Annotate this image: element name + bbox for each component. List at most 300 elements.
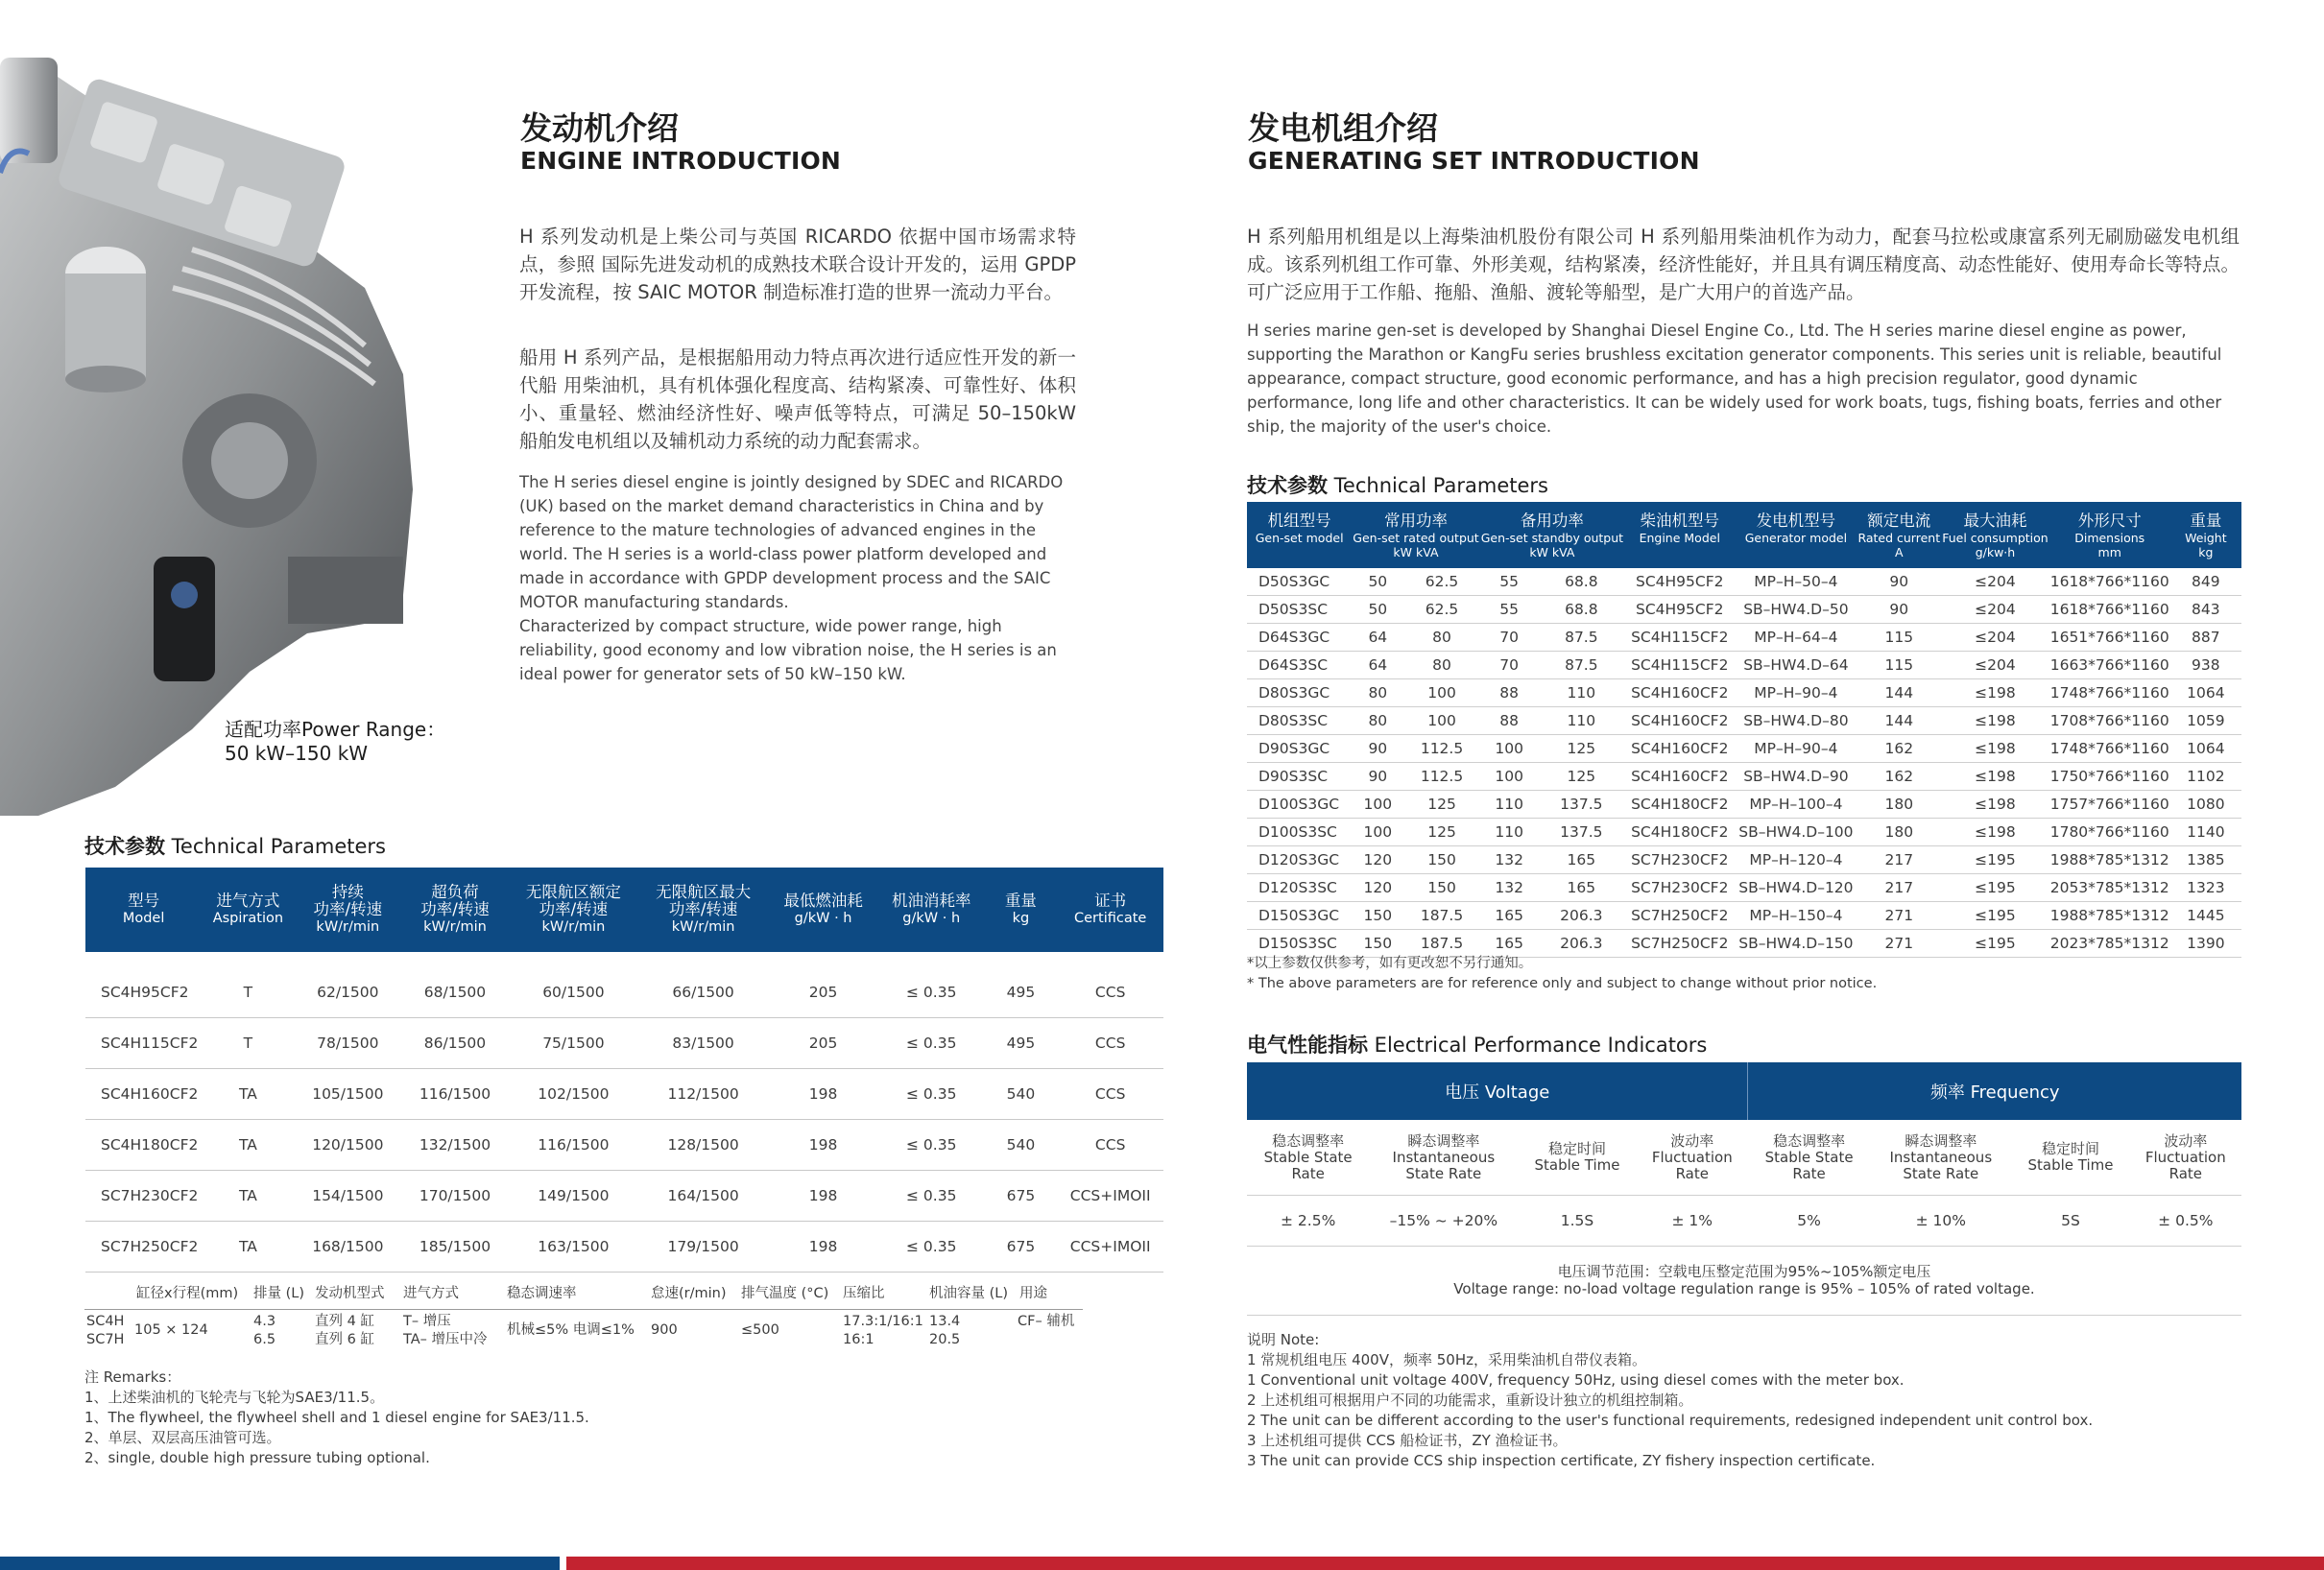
table-cell: 163/1500 bbox=[509, 1222, 638, 1273]
table-cell: SC4H160CF2 bbox=[1624, 679, 1735, 707]
table-cell: 162 bbox=[1857, 763, 1941, 791]
table-cell: 100 bbox=[1352, 791, 1403, 819]
table-cell: 90 bbox=[1857, 568, 1941, 596]
table-cell: 78/1500 bbox=[295, 1018, 402, 1069]
remarks bbox=[84, 1368, 680, 1468]
table-cell: 217 bbox=[1857, 846, 1941, 874]
table-cell: ≤ 0.35 bbox=[878, 1069, 985, 1120]
table-cell: 1059 bbox=[2170, 707, 2241, 735]
table-cell: 1618*766*1160 bbox=[2049, 596, 2170, 624]
table-cell: 1708*766*1160 bbox=[2049, 707, 2170, 735]
table-cell: TA bbox=[202, 1222, 294, 1273]
table-cell: T bbox=[202, 1018, 294, 1069]
spec-usage: CF– 辅机 bbox=[1018, 1314, 1075, 1329]
table-cell: 105/1500 bbox=[295, 1069, 402, 1120]
table-cell: 165 bbox=[1539, 846, 1624, 874]
table-cell: 180 bbox=[1857, 791, 1941, 819]
table-cell: CCS bbox=[1057, 1120, 1163, 1171]
note-line: 3 上述机组可提供 CCS 船检证书，ZY 渔检证书。 bbox=[1247, 1432, 1568, 1449]
table-cell: 80 bbox=[1352, 679, 1403, 707]
table-cell: 68/1500 bbox=[401, 967, 509, 1018]
table-cell: D80S3GC bbox=[1247, 679, 1352, 707]
table-cell: SC4H115CF2 bbox=[1624, 624, 1735, 652]
table-cell: SC4H160CF2 bbox=[85, 1069, 202, 1120]
table-cell: SC4H180CF2 bbox=[85, 1120, 202, 1171]
table-cell: 164/1500 bbox=[638, 1171, 768, 1222]
table-cell: SC4H180CF2 bbox=[1624, 791, 1735, 819]
table-cell: 179/1500 bbox=[638, 1222, 768, 1273]
electrical-column-header-line: Rate bbox=[2168, 1164, 2203, 1182]
table-cell: 55 bbox=[1480, 596, 1539, 624]
table-cell: 1750*766*1160 bbox=[2049, 763, 2170, 791]
table-cell: 206.3 bbox=[1539, 902, 1624, 930]
table-cell: D50S3SC bbox=[1247, 596, 1352, 624]
table-cell: 217 bbox=[1857, 874, 1941, 902]
table-cell: 1988*785*1312 bbox=[2049, 846, 2170, 874]
table-cell: 64 bbox=[1352, 652, 1403, 679]
table-cell: 125 bbox=[1403, 791, 1479, 819]
table-cell: 165 bbox=[1539, 874, 1624, 902]
electrical-column-header-line: Instantaneous bbox=[1889, 1148, 1993, 1166]
table-cell: MP–H–50–4 bbox=[1735, 568, 1857, 596]
table-row bbox=[1247, 652, 2241, 679]
table-cell: SB–HW4.D–64 bbox=[1735, 652, 1857, 679]
table-cell: 115 bbox=[1857, 652, 1941, 679]
table-cell: 80 bbox=[1403, 624, 1479, 652]
table-cell: D90S3SC bbox=[1247, 763, 1352, 791]
genset-note-en: * The above parameters are for reference only and subject to change without prior notice. bbox=[1247, 976, 1878, 991]
table-cell: 198 bbox=[768, 1171, 878, 1222]
engine-table-spacer bbox=[85, 952, 1163, 967]
table-cell: 100 bbox=[1480, 763, 1539, 791]
table-cell: 675 bbox=[985, 1222, 1058, 1273]
electrical-column-header bbox=[1369, 1120, 1518, 1196]
table-row bbox=[1247, 819, 2241, 846]
engine-params-title-cn: 技术参数 bbox=[84, 835, 165, 858]
table-cell: SB–HW4.D–90 bbox=[1735, 763, 1857, 791]
table-cell: 50 bbox=[1352, 568, 1403, 596]
table-cell: 1102 bbox=[2170, 763, 2241, 791]
engine-th-oil: 机油消耗率 g/kW · h bbox=[878, 868, 985, 952]
table-cell: 843 bbox=[2170, 596, 2241, 624]
table-cell: SC7H230CF2 bbox=[1624, 846, 1735, 874]
table-cell: 1080 bbox=[2170, 791, 2241, 819]
table-cell: 132 bbox=[1480, 846, 1539, 874]
electrical-title bbox=[1247, 1030, 1707, 1059]
table-row bbox=[1247, 707, 2241, 735]
electrical-column-header bbox=[1748, 1120, 1870, 1196]
electrical-value: 5% bbox=[1748, 1196, 1870, 1247]
table-cell: 1663*766*1160 bbox=[2049, 652, 2170, 679]
electrical-column-header-line: Rate bbox=[1675, 1164, 1709, 1182]
engine-params-title bbox=[84, 831, 386, 860]
engine-para-en-2: Characterized by compact structure, wide power range, high reliability, good economy and low vibration noise, the H series is an ideal power for generator sets of 50 kW–150 kW. bbox=[519, 617, 1057, 683]
notes-title: 说明 Note: bbox=[1247, 1331, 1320, 1348]
table-cell: 1651*766*1160 bbox=[2049, 624, 2170, 652]
table-cell: SC4H160CF2 bbox=[1624, 707, 1735, 735]
table-cell: SC7H250CF2 bbox=[1624, 930, 1735, 958]
table-cell: 1780*766*1160 bbox=[2049, 819, 2170, 846]
table-cell: 271 bbox=[1857, 902, 1941, 930]
table-cell: 1390 bbox=[2170, 930, 2241, 958]
spec-h-intake: 进气方式 bbox=[403, 1286, 459, 1301]
table-cell: 120 bbox=[1352, 874, 1403, 902]
spec-compression: 17.3:1/16:1 16:1 bbox=[843, 1314, 923, 1347]
table-cell: 116/1500 bbox=[509, 1120, 638, 1171]
table-row bbox=[1247, 624, 2241, 652]
note-line: 2 The unit can be different according to the user's functional requirements, redesigned independent unit control box. bbox=[1247, 1412, 2094, 1429]
table-cell: 110 bbox=[1539, 679, 1624, 707]
electrical-column-header bbox=[1870, 1120, 2011, 1196]
genset-th-weight: 重量 Weight kg bbox=[2170, 502, 2241, 568]
table-cell: SC4H115CF2 bbox=[85, 1018, 202, 1069]
footer-bar-red bbox=[566, 1557, 2324, 1570]
table-cell: 116/1500 bbox=[401, 1069, 509, 1120]
genset-th-dimensions: 外形尺寸 Dimensions mm bbox=[2049, 502, 2170, 568]
table-cell: 70 bbox=[1480, 652, 1539, 679]
spec-exhaust: ≤500 bbox=[741, 1322, 779, 1338]
table-cell: SB–HW4.D–150 bbox=[1735, 930, 1857, 958]
table-cell: 132 bbox=[1480, 874, 1539, 902]
table-cell: 75/1500 bbox=[509, 1018, 638, 1069]
electrical-column-header-line: 波动率 bbox=[1670, 1131, 1714, 1150]
table-cell: 120/1500 bbox=[295, 1120, 402, 1171]
table-cell: ≤198 bbox=[1941, 735, 2049, 763]
table-cell: 185/1500 bbox=[401, 1222, 509, 1273]
table-cell: 1140 bbox=[2170, 819, 2241, 846]
table-cell: 2053*785*1312 bbox=[2049, 874, 2170, 902]
table-cell: 198 bbox=[768, 1120, 878, 1171]
table-cell: 90 bbox=[1857, 596, 1941, 624]
table-cell: 100 bbox=[1403, 679, 1479, 707]
table-cell: MP–H–90–4 bbox=[1735, 679, 1857, 707]
remark-line: 2、单层、双层高压油管可选。 bbox=[84, 1429, 281, 1446]
table-cell: 495 bbox=[985, 1018, 1058, 1069]
electrical-column-header bbox=[2011, 1120, 2129, 1196]
electrical-column-header-line: 瞬态调整率 bbox=[1905, 1131, 1977, 1150]
spec-h-type: 发动机型式 bbox=[315, 1286, 385, 1301]
note-divider bbox=[1247, 1315, 2241, 1316]
electrical-title-cn: 电气性能指标 bbox=[1247, 1034, 1368, 1057]
engine-th-certificate: 证书 Certificate bbox=[1057, 868, 1163, 952]
engine-th-rated-unlimited: 无限航区额定 功率/转速 kW/r/min bbox=[509, 868, 638, 952]
table-cell: 168/1500 bbox=[295, 1222, 402, 1273]
table-cell: 2023*785*1312 bbox=[2049, 930, 2170, 958]
table-cell: TA bbox=[202, 1120, 294, 1171]
table-cell: 68.8 bbox=[1539, 568, 1624, 596]
engine-para-en-1: The H series diesel engine is jointly designed by SDEC and RICARDO (UK) based on the market demand characteristics in China and by reference to the mature technologies of advanced engines in the world. The H series is a world-class power platform developed and made in accordance with GPDP development process and the SAIC MOTOR manufacturing standards. bbox=[519, 473, 1064, 611]
table-cell: 50 bbox=[1352, 596, 1403, 624]
table-cell: 87.5 bbox=[1539, 624, 1624, 652]
electrical-column-header-line: Stable Time bbox=[1534, 1156, 1620, 1174]
genset-th-fuel: 最大油耗 Fuel consumption g/kw·h bbox=[1941, 502, 2049, 568]
table-cell: 100 bbox=[1352, 819, 1403, 846]
genset-notes bbox=[1247, 954, 1877, 994]
spec-h-usage: 用途 bbox=[1019, 1286, 1047, 1301]
table-row bbox=[85, 967, 1163, 1018]
table-cell: 112.5 bbox=[1403, 763, 1479, 791]
table-cell: 198 bbox=[768, 1222, 878, 1273]
electrical-group-row bbox=[1247, 1062, 2241, 1120]
table-cell: 110 bbox=[1480, 819, 1539, 846]
electrical-group-frequency: 频率 Frequency bbox=[1748, 1062, 2241, 1120]
table-cell: 150 bbox=[1352, 930, 1403, 958]
table-cell: CCS bbox=[1057, 967, 1163, 1018]
electrical-column-header-row bbox=[1247, 1120, 2241, 1196]
table-cell: ≤ 0.35 bbox=[878, 967, 985, 1018]
electrical-column-header-line: Rate bbox=[1291, 1164, 1325, 1182]
table-cell: 170/1500 bbox=[401, 1171, 509, 1222]
table-cell: 125 bbox=[1539, 763, 1624, 791]
table-cell: 187.5 bbox=[1403, 930, 1479, 958]
table-cell: 90 bbox=[1352, 763, 1403, 791]
table-cell: ≤ 0.35 bbox=[878, 1120, 985, 1171]
engine-image bbox=[0, 58, 422, 825]
table-row bbox=[85, 1222, 1163, 1273]
table-row bbox=[85, 1018, 1163, 1069]
table-cell: 100 bbox=[1403, 707, 1479, 735]
spec-divider bbox=[84, 1309, 1083, 1310]
spec-bore: 105 × 124 bbox=[134, 1322, 208, 1338]
electrical-value: ± 1% bbox=[1637, 1196, 1748, 1247]
table-cell: SC7H250CF2 bbox=[1624, 902, 1735, 930]
table-cell: 66/1500 bbox=[638, 967, 768, 1018]
table-cell: 1988*785*1312 bbox=[2049, 902, 2170, 930]
electrical-column-header-line: 稳定时间 bbox=[1547, 1140, 1606, 1157]
engine-table-body bbox=[85, 952, 1163, 1273]
table-cell: 144 bbox=[1857, 679, 1941, 707]
genset-th-rated-output: 常用功率 Gen-set rated output kW kVA bbox=[1352, 502, 1479, 568]
table-cell: 62.5 bbox=[1403, 596, 1479, 624]
table-cell: D50S3GC bbox=[1247, 568, 1352, 596]
spec-table bbox=[84, 1282, 1083, 1355]
table-cell: 165 bbox=[1480, 930, 1539, 958]
table-row bbox=[1247, 596, 2241, 624]
table-cell: SB–HW4.D–100 bbox=[1735, 819, 1857, 846]
table-cell: CCS bbox=[1057, 1069, 1163, 1120]
note-line: 3 The unit can provide CCS ship inspection certificate, ZY fishery inspection certificate. bbox=[1247, 1452, 1876, 1469]
electrical-value: ± 10% bbox=[1870, 1196, 2011, 1247]
table-cell: 55 bbox=[1480, 568, 1539, 596]
table-cell: D150S3SC bbox=[1247, 930, 1352, 958]
table-cell: ≤195 bbox=[1941, 930, 2049, 958]
table-cell: MP–H–120–4 bbox=[1735, 846, 1857, 874]
table-cell: 887 bbox=[2170, 624, 2241, 652]
table-cell: CCS+IMOII bbox=[1057, 1222, 1163, 1273]
table-cell: 495 bbox=[985, 967, 1058, 1018]
table-cell: 849 bbox=[2170, 568, 2241, 596]
table-cell: 87.5 bbox=[1539, 652, 1624, 679]
engine-title-en: ENGINE INTRODUCTION bbox=[520, 147, 842, 175]
table-cell: 120 bbox=[1352, 846, 1403, 874]
table-cell: 128/1500 bbox=[638, 1120, 768, 1171]
table-cell: 540 bbox=[985, 1069, 1058, 1120]
table-cell: 1064 bbox=[2170, 735, 2241, 763]
table-cell: ≤195 bbox=[1941, 902, 2049, 930]
table-cell: 90 bbox=[1352, 735, 1403, 763]
table-cell: ≤195 bbox=[1941, 846, 2049, 874]
table-cell: 1445 bbox=[2170, 902, 2241, 930]
spec-regulation: 机械≤5% 电调≤1% bbox=[507, 1322, 635, 1338]
electrical-column-header bbox=[1247, 1120, 1369, 1196]
table-cell: 125 bbox=[1403, 819, 1479, 846]
table-cell: 88 bbox=[1480, 679, 1539, 707]
table-row bbox=[1247, 846, 2241, 874]
spec-h-idle: 怠速(r/min) bbox=[651, 1286, 727, 1301]
table-cell: T bbox=[202, 967, 294, 1018]
spec-h-oil: 机油容量 (L) bbox=[929, 1286, 1009, 1301]
electrical-column-header-line: State Rate bbox=[1903, 1164, 1979, 1182]
genset-th-rated-current: 额定电流 Rated current A bbox=[1857, 502, 1941, 568]
table-cell: 187.5 bbox=[1403, 902, 1479, 930]
table-cell: ≤204 bbox=[1941, 596, 2049, 624]
table-row bbox=[1247, 902, 2241, 930]
spec-header-row bbox=[84, 1282, 1083, 1307]
electrical-column-header bbox=[1637, 1120, 1748, 1196]
electrical-table bbox=[1247, 1062, 2241, 1247]
electrical-column-header-line: 稳定时间 bbox=[2042, 1140, 2100, 1157]
table-cell: 180 bbox=[1857, 819, 1941, 846]
table-row bbox=[85, 1069, 1163, 1120]
engine-para-cn-2: 船用 H 系列产品，是根据船用动力特点再次进行适应性开发的新一代船 用柴油机，具有机体强化程度高、结构紧凑、可靠性好、体积小、重量轻、燃油经济性好、噪声低等特点，可满足 50–150kW 船舶发电机组以及辅机动力系统的动力配套需求。 bbox=[519, 346, 1076, 452]
table-cell: SC4H160CF2 bbox=[1624, 763, 1735, 791]
table-cell: 80 bbox=[1403, 652, 1479, 679]
table-row bbox=[1247, 568, 2241, 596]
table-cell: 1064 bbox=[2170, 679, 2241, 707]
voltage-range bbox=[1247, 1263, 2241, 1297]
spec-intake: T– 增压 TA– 增压中冷 bbox=[403, 1314, 488, 1347]
electrical-value: ± 0.5% bbox=[2130, 1196, 2241, 1247]
spec-h-exhaust: 排气温度 (°C) bbox=[741, 1286, 829, 1301]
power-range-label: 适配功率Power Range： bbox=[225, 718, 446, 741]
spec-oil: 13.4 20.5 bbox=[929, 1314, 961, 1347]
electrical-value: –15% ~ +20% bbox=[1369, 1196, 1518, 1247]
table-cell: 149/1500 bbox=[509, 1171, 638, 1222]
table-cell: 125 bbox=[1539, 735, 1624, 763]
table-cell: 205 bbox=[768, 1018, 878, 1069]
voltage-range-cn: 电压调节范围：空载电压整定范围为95%~105%额定电压 bbox=[1557, 1263, 1931, 1280]
table-row bbox=[1247, 874, 2241, 902]
engine-params-table bbox=[85, 868, 1163, 1273]
table-cell: 112/1500 bbox=[638, 1069, 768, 1120]
table-cell: SC4H160CF2 bbox=[1624, 735, 1735, 763]
electrical-column-header bbox=[2130, 1120, 2241, 1196]
spec-type: 直列 4 缸 直列 6 缸 bbox=[315, 1314, 374, 1347]
genset-para-en: H series marine gen-set is developed by Shanghai Diesel Engine Co., Ltd. The H series marine diesel engine as power, supporting the Marathon or KangFu series brushless excitation generator components. This series unit is reliable, beautiful appearance, compact structure, good economic performance, and has a high precision regulator, good dynamic performance, long life and other characteristics. It can be widely used for work boats, tugs, fishing boats, ferries and other ship, the majority of the user's choice. bbox=[1247, 321, 2222, 436]
electrical-column-header-line: Stable State bbox=[1263, 1148, 1353, 1166]
spec-h-displacement: 排量 (L) bbox=[253, 1286, 305, 1301]
table-cell: 102/1500 bbox=[509, 1069, 638, 1120]
table-cell: ≤198 bbox=[1941, 819, 2049, 846]
engine-th-model: 型号 Model bbox=[85, 868, 202, 952]
table-cell: 1323 bbox=[2170, 874, 2241, 902]
electrical-column-header-line: 波动率 bbox=[2164, 1131, 2208, 1150]
table-cell: 1618*766*1160 bbox=[2049, 568, 2170, 596]
table-cell: 112.5 bbox=[1403, 735, 1479, 763]
table-cell: 1748*766*1160 bbox=[2049, 735, 2170, 763]
table-cell: MP–H–64–4 bbox=[1735, 624, 1857, 652]
table-cell: SC7H230CF2 bbox=[1624, 874, 1735, 902]
engine-th-min-fuel: 最低燃油耗 g/kW · h bbox=[768, 868, 878, 952]
table-cell: 271 bbox=[1857, 930, 1941, 958]
engine-th-weight: 重量 kg bbox=[985, 868, 1058, 952]
table-cell: SB–HW4.D–120 bbox=[1735, 874, 1857, 902]
power-range-value: 50 kW–150 kW bbox=[225, 742, 369, 765]
table-row bbox=[1247, 679, 2241, 707]
power-range bbox=[225, 718, 445, 766]
table-cell: 83/1500 bbox=[638, 1018, 768, 1069]
table-cell: 150 bbox=[1403, 874, 1479, 902]
table-cell: D80S3SC bbox=[1247, 707, 1352, 735]
voltage-range-en: Voltage range: no-load voltage regulation range is 95% – 105% of rated voltage. bbox=[1453, 1280, 2035, 1297]
genset-th-model: 机组型号 Gen-set model bbox=[1247, 502, 1352, 568]
table-cell: ≤198 bbox=[1941, 707, 2049, 735]
table-cell: MP–H–150–4 bbox=[1735, 902, 1857, 930]
table-cell: SC7H230CF2 bbox=[85, 1171, 202, 1222]
table-cell: SC4H95CF2 bbox=[1624, 596, 1735, 624]
table-cell: SB–HW4.D–80 bbox=[1735, 707, 1857, 735]
genset-params-table bbox=[1247, 502, 2241, 958]
table-cell: 1385 bbox=[2170, 846, 2241, 874]
electrical-value-row bbox=[1247, 1196, 2241, 1247]
spec-value-row bbox=[84, 1313, 1083, 1355]
engine-th-overload: 超负荷 功率/转速 kW/r/min bbox=[401, 868, 509, 952]
table-cell: D120S3SC bbox=[1247, 874, 1352, 902]
table-cell: ≤204 bbox=[1941, 652, 2049, 679]
table-cell: 80 bbox=[1352, 707, 1403, 735]
remarks-title: 注 Remarks： bbox=[84, 1368, 181, 1386]
table-cell: ≤ 0.35 bbox=[878, 1018, 985, 1069]
table-cell: TA bbox=[202, 1069, 294, 1120]
notes bbox=[1247, 1330, 2245, 1471]
table-cell: 150 bbox=[1403, 846, 1479, 874]
electrical-column-header-line: Instantaneous bbox=[1392, 1148, 1496, 1166]
table-cell: 144 bbox=[1857, 707, 1941, 735]
spec-h-compression: 压缩比 bbox=[843, 1286, 885, 1301]
table-cell: D64S3SC bbox=[1247, 652, 1352, 679]
table-cell: D120S3GC bbox=[1247, 846, 1352, 874]
table-cell: ≤198 bbox=[1941, 791, 2049, 819]
table-row bbox=[85, 1120, 1163, 1171]
table-cell: 115 bbox=[1857, 624, 1941, 652]
table-cell: 88 bbox=[1480, 707, 1539, 735]
table-cell: SC7H250CF2 bbox=[85, 1222, 202, 1273]
table-cell: SC4H115CF2 bbox=[1624, 652, 1735, 679]
electrical-column-header-line: Rate bbox=[1792, 1164, 1826, 1182]
engine-th-max-unlimited: 无限航区最大 功率/转速 kW/r/min bbox=[638, 868, 768, 952]
genset-th-generator-model: 发电机型号 Generator model bbox=[1735, 502, 1857, 568]
electrical-column-header-line: Stable Time bbox=[2027, 1156, 2114, 1174]
engine-para-cn-1: H 系列发动机是上柴公司与英国 RICARDO 依据中国市场需求特点，参照 国际先进发动机的成熟技术联合设计开发的，运用 GPDP 开发流程，按 SAIC MOTOR 制造标准打造的世界一流动力平台。 bbox=[519, 226, 1076, 303]
electrical-column-header-line: 稳态调整率 bbox=[1773, 1131, 1846, 1150]
table-cell: 64 bbox=[1352, 624, 1403, 652]
genset-title-en: GENERATING SET INTRODUCTION bbox=[1248, 147, 1700, 175]
spec-displacement: 4.3 6.5 bbox=[253, 1314, 276, 1347]
table-cell: TA bbox=[202, 1171, 294, 1222]
remark-line: 1、The flywheel, the flywheel shell and 1 diesel engine for SAE3/11.5. bbox=[84, 1409, 589, 1426]
table-row bbox=[1247, 791, 2241, 819]
note-line: 1 Conventional unit voltage 400V, frequency 50Hz, using diesel comes with the meter box. bbox=[1247, 1371, 1905, 1389]
electrical-group-voltage: 电压 Voltage bbox=[1247, 1062, 1748, 1120]
table-cell: ≤195 bbox=[1941, 874, 2049, 902]
electrical-column-header-line: 瞬态调整率 bbox=[1407, 1131, 1480, 1150]
note-line: 2 上述机组可根据用户不同的功能需求，重新设计独立的机组控制箱。 bbox=[1247, 1392, 1693, 1409]
table-cell: SC4H95CF2 bbox=[85, 967, 202, 1018]
table-cell: SC4H180CF2 bbox=[1624, 819, 1735, 846]
table-cell: 1757*766*1160 bbox=[2049, 791, 2170, 819]
spec-h-bore: 缸径x行程(mm) bbox=[136, 1286, 239, 1301]
table-cell: ≤204 bbox=[1941, 568, 2049, 596]
